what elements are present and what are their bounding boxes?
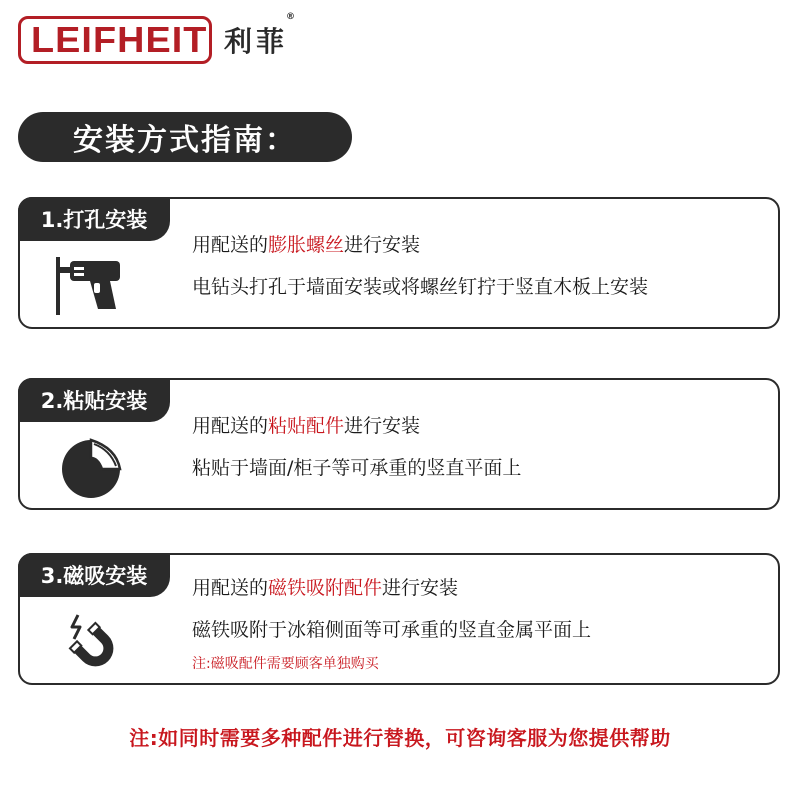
line1-prefix: 用配送的 [192, 577, 269, 599]
brand-cn-name [224, 12, 300, 60]
magnet-icon [58, 609, 124, 675]
method-line-1 [192, 230, 420, 257]
logo-wordmark: LEIFHEIT [31, 19, 208, 60]
line1-prefix: 用配送的 [192, 234, 269, 256]
line1-highlight: 膨胀螺丝 [268, 234, 345, 256]
sticker-icon [58, 436, 124, 502]
page-title: 安装方式指南： [18, 112, 352, 162]
magnet-purchase-note: 注:磁吸配件需要顾客单独购买 [192, 656, 379, 672]
line1-suffix: 进行安装 [344, 234, 421, 256]
line1-highlight: 粘贴配件 [268, 415, 345, 437]
method-line-1 [192, 411, 420, 438]
method-line-1 [192, 573, 458, 600]
method-line-2: 磁铁吸附于冰箱侧面等可承重的竖直金属平面上 [192, 619, 592, 641]
method-card-adhesive [18, 378, 780, 510]
line1-highlight: 磁铁吸附配件 [268, 577, 383, 599]
registered-mark: ® [286, 12, 300, 22]
method-line-2: 电钻头打孔于墙面安装或将螺丝钉拧于竖直木板上安装 [192, 276, 649, 298]
method-tab-label: 2.粘贴安装 [18, 378, 170, 422]
footer-note: 注:如同时需要多种配件进行替换，可咨询客服为您提供帮助 [129, 726, 671, 750]
brand-logo [18, 14, 299, 66]
method-card-drill [18, 197, 780, 329]
method-card-magnet [18, 553, 780, 685]
drill-icon [50, 253, 130, 319]
line1-suffix: 进行安装 [382, 577, 459, 599]
line1-suffix: 进行安装 [344, 415, 421, 437]
brand-cn-text: 利菲 [224, 25, 289, 58]
method-tab-label: 3.磁吸安装 [18, 553, 170, 597]
line1-prefix: 用配送的 [192, 415, 269, 437]
logo-box [18, 16, 212, 64]
method-tab-label: 1.打孔安装 [18, 197, 170, 241]
method-line-2: 粘贴于墙面/柜子等可承重的竖直平面上 [192, 457, 522, 479]
